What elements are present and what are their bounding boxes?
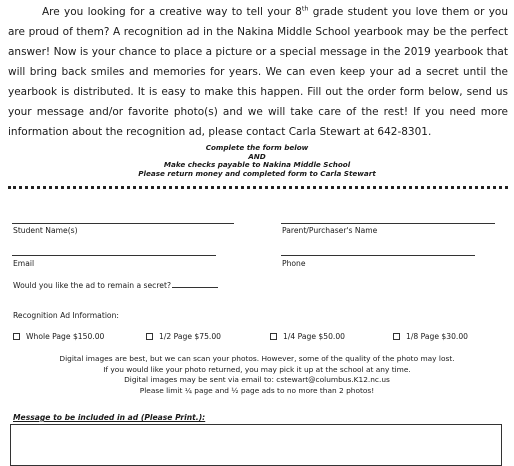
phone-label: Phone — [282, 259, 306, 268]
email-label: Email — [13, 259, 35, 268]
instruction-complete-form: Complete the form below — [205, 143, 309, 152]
student-name-field[interactable] — [12, 223, 234, 224]
instruction-checks-payable: Make checks payable to Nakina Middle School — [163, 160, 351, 170]
quarter-page-label: 1/4 Page $50.00 — [283, 332, 346, 341]
email-field[interactable] — [12, 255, 216, 256]
secret-question-label: Would you like the ad to remain a secret? — [13, 281, 171, 290]
option-whole-page[interactable] — [13, 332, 104, 341]
form-instructions — [0, 144, 514, 178]
eighth-page-label: 1/8 Page $30.00 — [406, 332, 469, 341]
secret-question — [13, 280, 218, 290]
instruction-return-form: Please return money and completed form to Carla Stewart — [138, 168, 376, 178]
option-quarter-page[interactable] — [270, 332, 345, 341]
digital-note-limit: Please limit ¼ page and ½ page ads to no more than 2 photos! — [139, 385, 375, 395]
option-half-page[interactable] — [146, 332, 221, 341]
digital-note-email: Digital images may be sent via email to: cstewart@columbus.K12.nc.us — [124, 375, 390, 385]
message-textbox[interactable] — [10, 424, 502, 466]
half-page-label: 1/2 Page $75.00 — [159, 332, 222, 341]
digital-images-notes — [0, 354, 514, 396]
phone-field[interactable] — [281, 255, 475, 256]
whole-page-checkbox[interactable] — [13, 333, 20, 340]
ad-info-label: Recognition Ad Information: — [13, 311, 119, 320]
intro-text-start: Are you looking for a creative way to tell your 8 — [42, 6, 302, 18]
intro-paragraph — [8, 2, 508, 142]
digital-note-quality: Digital images are best, but we can scan your photos. However, some of the quality of the photo may lost. — [59, 354, 455, 363]
parent-name-label: Parent/Purchaser's Name — [282, 226, 378, 235]
option-eighth-page[interactable] — [393, 332, 468, 341]
digital-note-return: If you would like your photo returned, you may pick it up at the school at any time. — [103, 364, 411, 374]
whole-page-label: Whole Page $150.00 — [26, 332, 105, 341]
secret-answer-field[interactable] — [172, 280, 218, 288]
message-label: Message to be included in ad (Please Print.): — [13, 413, 206, 422]
student-name-label: Student Name(s) — [13, 226, 78, 235]
intro-text-rest: grade student you love them or you are proud of them? A recognition ad in the Nakina Middle School yearbook may be the perfect answer! Now is your chance to place a picture or a special message in the 2019 yearbook that will bring back smiles and memories for years. We can even keep your ad a secret until the yearbook is distributed. It is easy to make this happen. Fill out the order form below, send us your message and/or favorite photo(s) and we will take care of the rest! If you need more information about the recognition ad, please contact Carla Stewart at 642-8301. — [8, 6, 508, 138]
half-page-checkbox[interactable] — [146, 333, 153, 340]
quarter-page-checkbox[interactable] — [270, 333, 277, 340]
ordinal-suffix: th — [301, 4, 309, 13]
parent-name-field[interactable] — [281, 223, 495, 224]
instruction-and: AND — [248, 151, 266, 161]
cut-line-divider — [8, 186, 508, 189]
eighth-page-checkbox[interactable] — [393, 333, 400, 340]
